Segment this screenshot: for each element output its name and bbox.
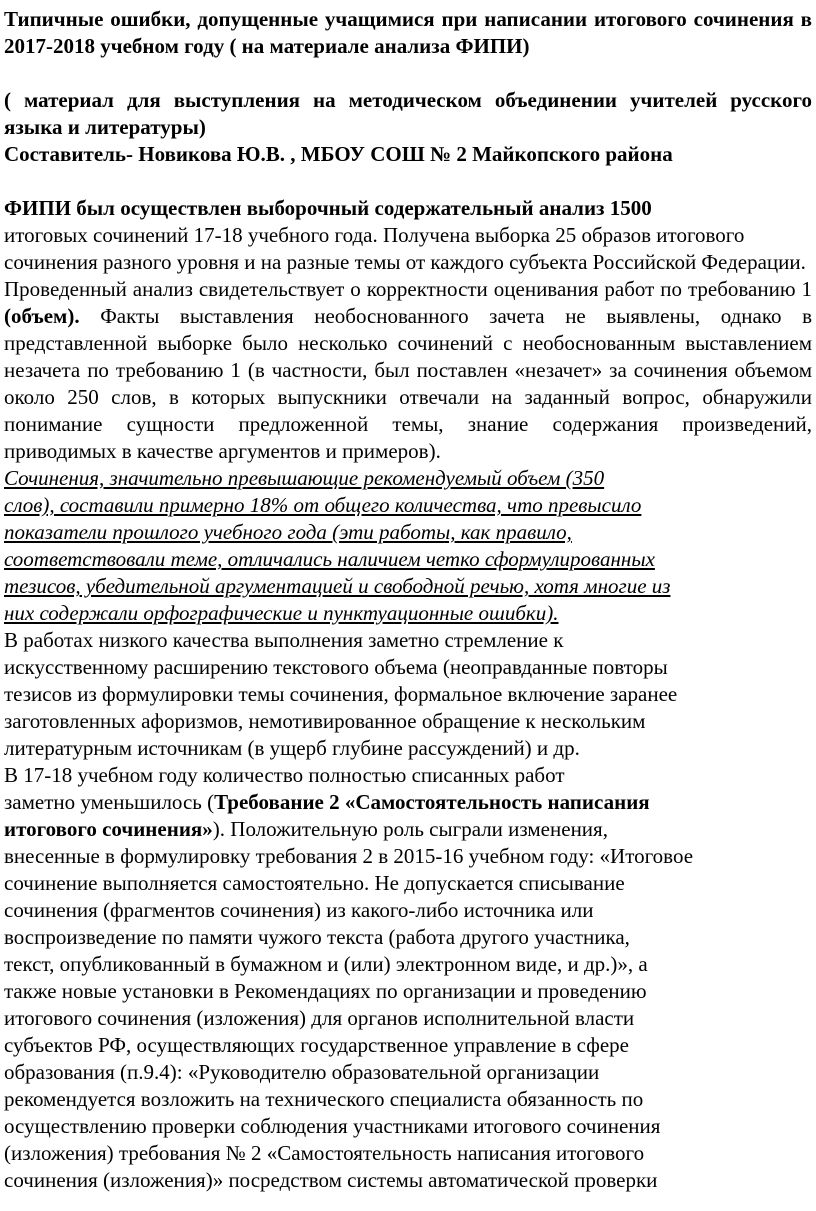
requirement-1-start: Проведенный анализ свидетельствует о корректности оценивания работ по требованию 1: [4, 277, 812, 301]
low-quality-line: литературным источникам (в ущерб глубине рассуждений) и др.: [4, 736, 580, 760]
blank-line: [4, 60, 812, 87]
large-essays-line: них содержали орфографические и пунктуационные ошибки).: [4, 601, 559, 625]
paragraph-requirement-2: [4, 762, 812, 1194]
blank-line: [4, 168, 812, 195]
large-essays-line: соответствовали теме, отличались наличием четко сформулированных: [4, 547, 655, 571]
paragraph-fipi-bold: ФИПИ был осуществлен выборочный содержательный анализ 1500: [4, 196, 652, 220]
requirement-1-bold: (объем).: [4, 304, 80, 328]
paragraph-fipi-text: итоговых сочинений 17-18 учебного года. Получена выборка 25 образов итогового сочинения разного уровня и на разные темы от каждого субъекта Российской Федерации.: [4, 223, 806, 274]
requirement-2-line: сочинения (фрагментов сочинения) из какого-либо источника или: [4, 898, 594, 922]
paragraph-requirement-1: [4, 276, 812, 465]
requirement-2-line: субъектов РФ, осуществляющих государственное управление в сфере: [4, 1033, 630, 1057]
low-quality-line: заготовленных афоризмов, немотивированное обращение к нескольким: [4, 709, 646, 733]
requirement-2-line: сочинения (изложения)» посредством системы автоматической проверки: [4, 1168, 658, 1192]
large-essays-line: Сочинения, значительно превышающие рекомендуемый объем (350: [4, 466, 605, 490]
large-essays-line: слов), составили примерно 18% от общего количества, что превысило: [4, 493, 642, 517]
requirement-2-line: текст, опубликованный в бумажном и (или) электронном виде, и др.)», а: [4, 952, 648, 976]
requirement-2-bold: Требование 2 «Самостоятельность написания: [214, 790, 650, 814]
low-quality-line: В работах низкого качества выполнения заметно стремление к: [4, 628, 564, 652]
requirement-2-bold-cont: итогового сочинения»: [4, 817, 213, 841]
requirement-2-line: В 17-18 учебном году количество полностью списанных работ: [4, 763, 565, 787]
large-essays-line: показатели прошлого учебного года (эти работы, как правило,: [4, 520, 572, 544]
requirement-2-line: итогового сочинения (изложения) для органов исполнительной власти: [4, 1006, 635, 1030]
document-subtitle: ( материал для выступления на методическом объединении учителей русского языка и литературы): [4, 88, 812, 139]
low-quality-line: искусственному расширению текстового объема (неоправданные повторы: [4, 655, 668, 679]
requirement-2-line: воспроизведение по памяти чужого текста (работа другого участника,: [4, 925, 630, 949]
requirement-2-line: сочинение выполняется самостоятельно. Не допускается списывание: [4, 871, 625, 895]
paragraph-low-quality: [4, 627, 812, 762]
requirement-2-line-start: заметно уменьшилось (: [4, 790, 215, 814]
requirement-2-line: также новые установки в Рекомендациях по организации и проведению: [4, 979, 647, 1003]
low-quality-line: тезисов из формулировки темы сочинения, формальное включение заранее: [4, 682, 678, 706]
requirement-2-line: внесенные в формулировку требования 2 в 2015-16 учебном году: «Итоговое: [4, 844, 694, 868]
large-essays-line: тезисов, убедительной аргументацией и свободной речью, хотя многие из: [4, 574, 671, 598]
requirement-2-line: образования (п.9.4): «Руководителю образовательной организации: [4, 1060, 600, 1084]
requirement-1-end: Факты выставления необоснованного зачета не выявлены, однако в представленной выборке было несколько сочинений с необоснованным выставлением незачета по требованию 1 (в частности, был поставлен «незачет» за сочинения объемом около 250 слов, в которых выпускники отвечали на заданный вопрос, обнаружили понимание сущности предложенной темы, знание содержания произведений, приводимых в качестве аргументов и примеров).: [4, 304, 812, 463]
paragraph-fipi-analysis: [4, 195, 812, 276]
requirement-2-line: осуществлению проверки соблюдения участниками итогового сочинения: [4, 1114, 661, 1138]
document-author: Составитель- Новикова Ю.В. , МБОУ СОШ № 2 Майкопского района: [4, 142, 673, 166]
requirement-2-line-end: ). Положительную роль сыграли изменения,: [212, 817, 608, 841]
requirement-2-line: (изложения) требования № 2 «Самостоятельность написания итогового: [4, 1141, 645, 1165]
paragraph-large-essays: [4, 465, 812, 627]
document-title: Типичные ошибки, допущенные учащимися при написании итогового сочинения в 2017-2018 учебном году ( на материале анализа ФИПИ): [4, 7, 812, 58]
requirement-2-line: рекомендуется возложить на технического специалиста обязанность по: [4, 1087, 644, 1111]
